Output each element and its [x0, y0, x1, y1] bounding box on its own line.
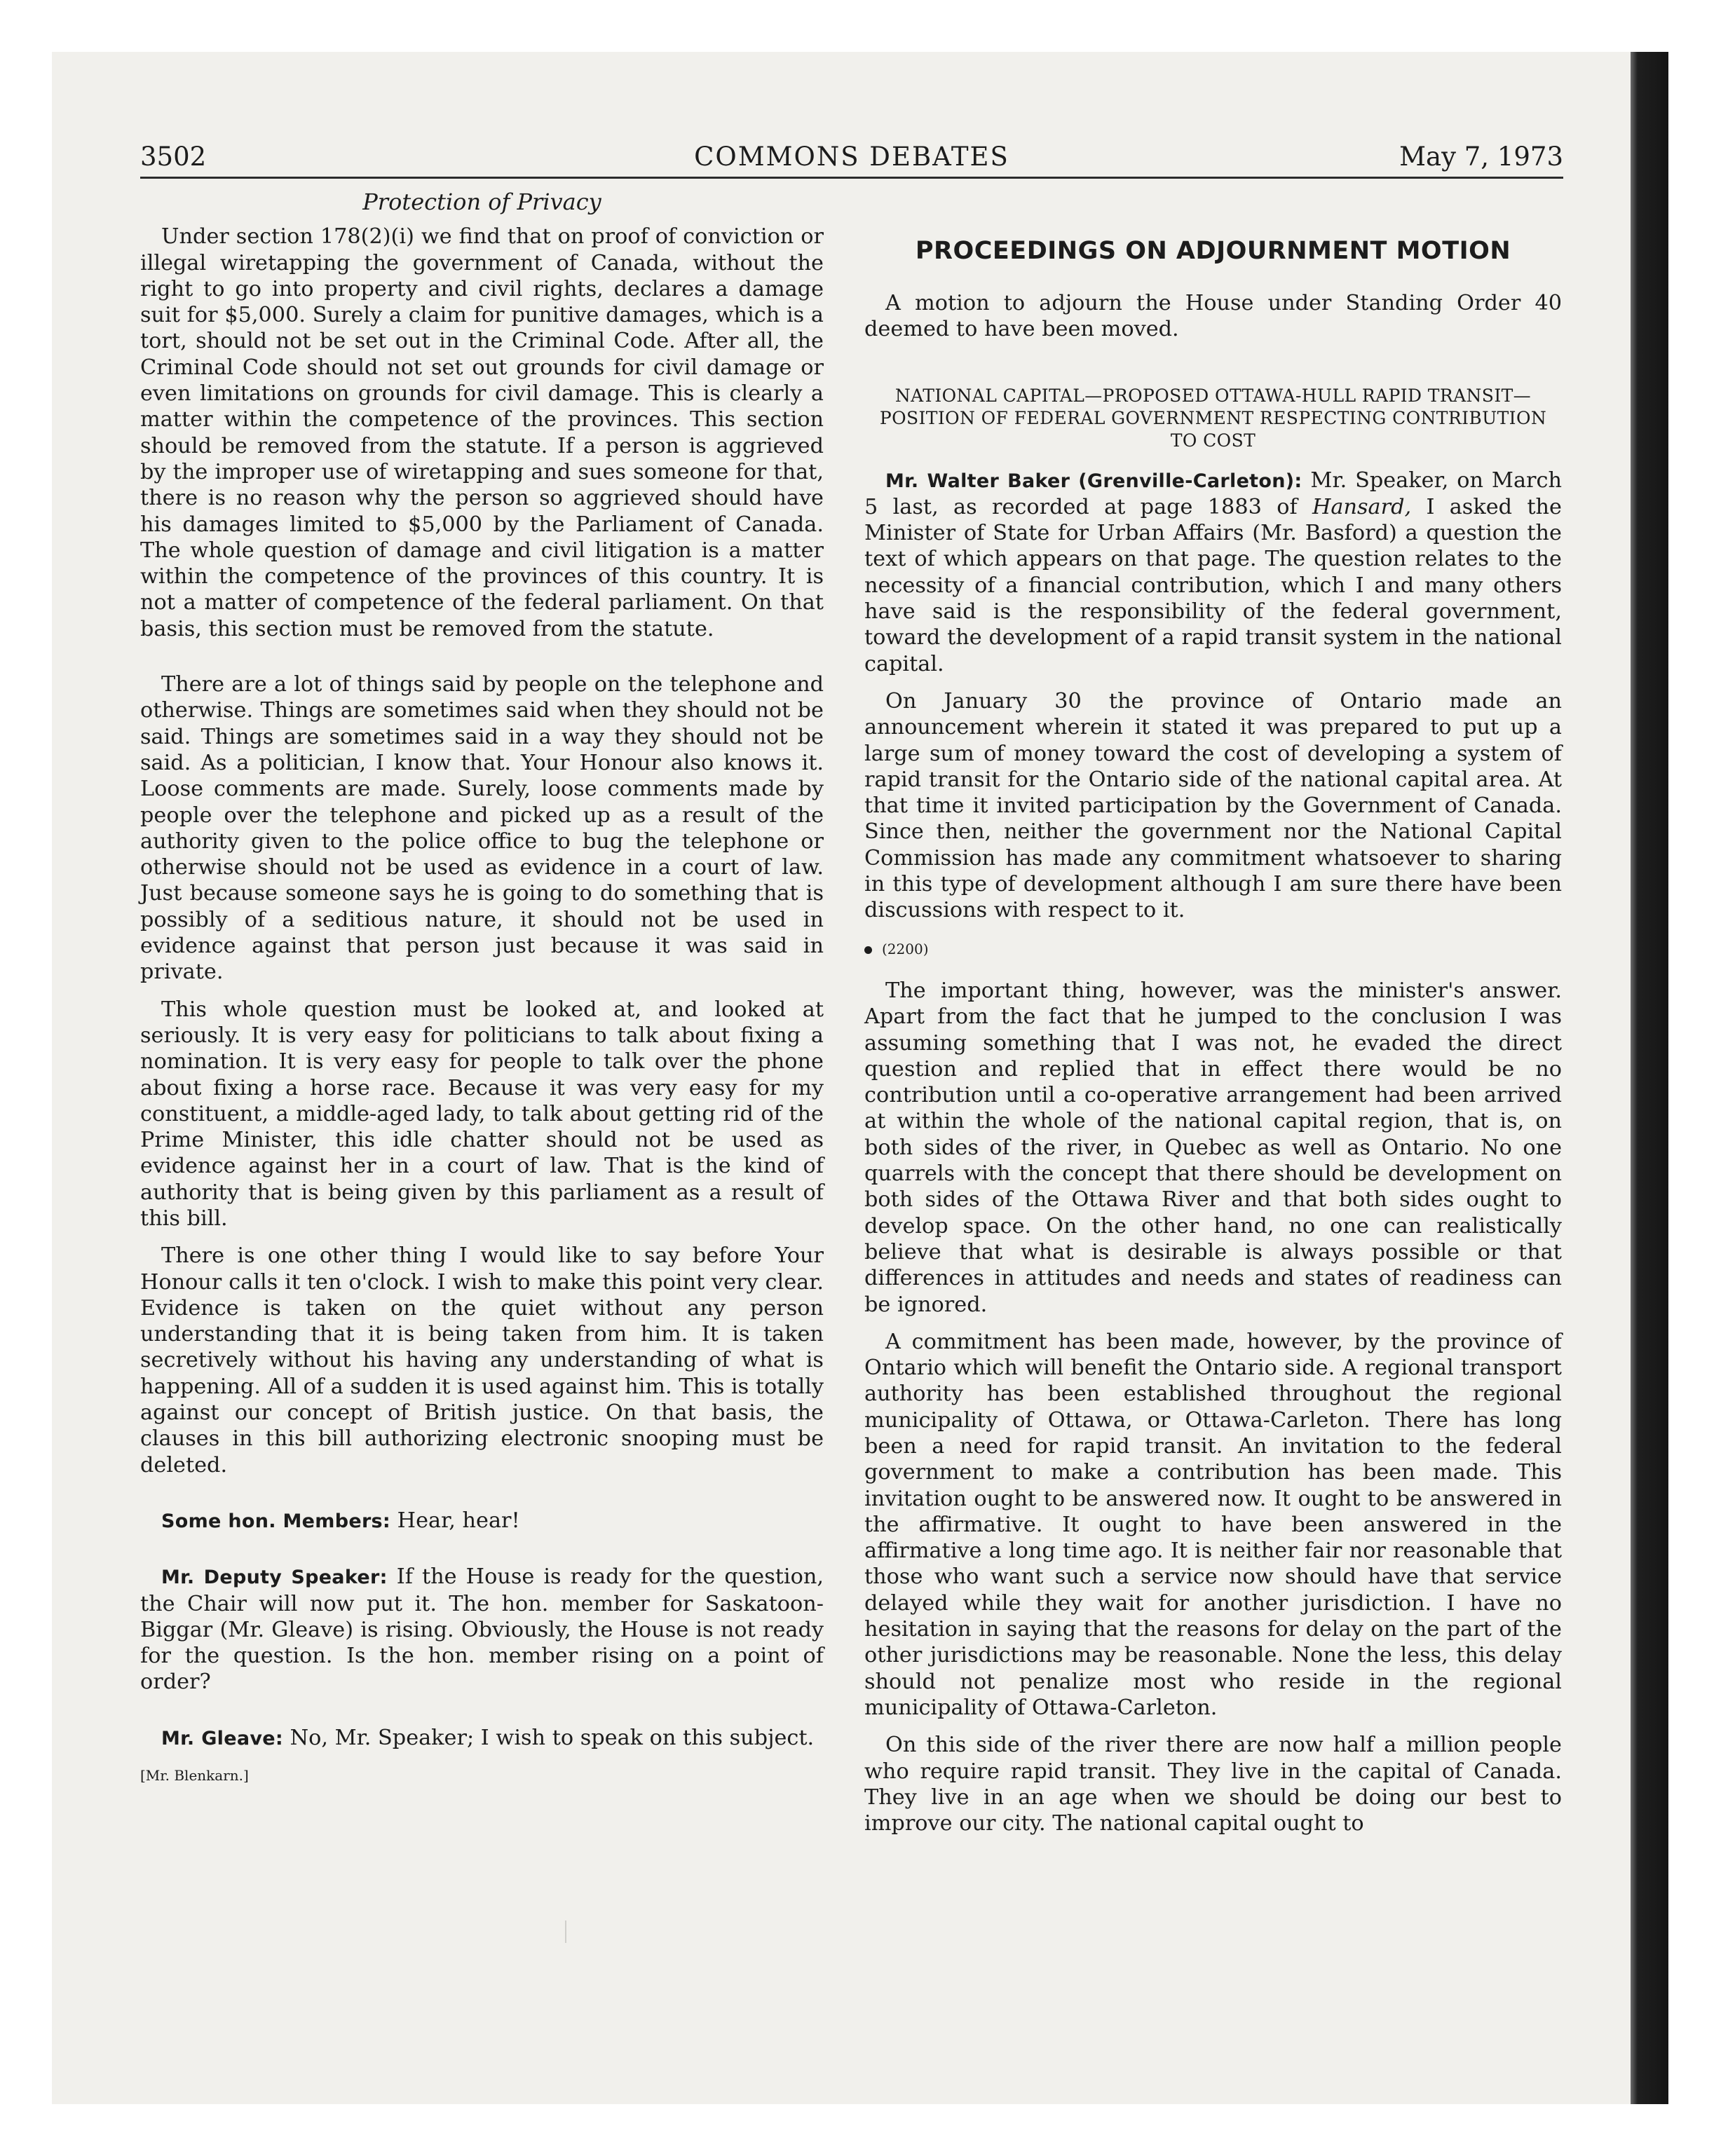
left-column [140, 189, 824, 1789]
paragraph: On this side of the river there are now half a million people who require rapid transit. They live in the capital of Canada. They live in an age when we should be doing our best to improve our city. The national capital ought to [864, 1733, 1562, 1836]
paragraph: There are a lot of things said by people on the telephone and otherwise. Things are sometimes said when they should not be said. Things are sometimes said in a way they should not be said. As a politician, I know that. Your Honour also knows it. Loose comments are made. Surely, loose comments made by people over the telephone and picked up as a result of the authority given to the police office to bug the telephone or otherwise should not be used as evidence in a court of law. Just because someone says he is going to do something that is possibly of a seditious nature, it should not be used in evidence against that person just because it was said in private. [140, 672, 824, 985]
scan-artifact [565, 1920, 566, 1943]
proceedings-heading: PROCEEDINGS ON ADJOURNMENT MOTION [915, 237, 1511, 265]
speech-text: If the House is ready for the question, the Chair will now put it. The hon. member for Saskatoon-Biggar (Mr. Gleave) is rising. Obviously, the House is not ready for the question. Is the hon. member rising on a point of order? [140, 1564, 824, 1695]
speech-text: Mr. Speaker, on March 5 last, as recorded at page 1883 of [864, 468, 1562, 519]
publication-title: COMMONS DEBATES [694, 142, 1009, 172]
speech-paragraph [140, 1508, 824, 1534]
time-marker-text: (2200) [882, 940, 929, 957]
paragraph: Under section 178(2)(i) we find that on proof of conviction or illegal wiretapping the government of Canada, without the right to go into property and civil rights, declares a damage suit for $5,000. Surely a claim for punitive damages, which is a tort, should not be set out in the Criminal Code. After all, the Criminal Code should not set out grounds for civil damage or even limitations on grounds for civil damage. This is clearly a matter within the competence of the provinces. This section should be removed from the statute. If a person is aggrieved by the improper use of wiretapping and sues someone for that, there is no reason why the person so aggrieved should have his damages limited to $5,000 by the Parliament of Canada. The whole question of damage and civil litigation is a matter within the competence of the provinces of this country. It is not a matter of competence of the federal parliament. On that basis, this section must be removed from the statute. [140, 224, 824, 641]
speech-text: I asked the Minister of State for Urban Affairs (Mr. Basford) a question the text of which appears on that page. The question relates to the necessity of a financial contribution, which I and many others have said is the responsibility of the federal government, toward the development of a rapid transit system in the national capital. [864, 494, 1562, 676]
paragraph: A motion to adjourn the House under Standing Order 40 deemed to have been moved. [864, 291, 1562, 342]
speaker-name: Mr. Gleave: [161, 1727, 283, 1749]
speaker-footnote: [Mr. Blenkarn.] [140, 1767, 249, 1785]
speech-text: No, Mr. Speaker; I wish to speak on this subject. [290, 1725, 815, 1750]
speech-paragraph [140, 1564, 824, 1695]
speech-paragraph [140, 1725, 824, 1752]
scan-border-shadow [1631, 52, 1668, 2104]
speech-text: Hear, hear! [397, 1508, 520, 1533]
paragraph: The important thing, however, was the minister's answer. Apart from the fact that he jumped to the conclusion I was assuming something that I was not, he evaded the direct question and replied that in effect there would be no contribution until a co-operative arrangement had been arrived at within the whole of the national capital region, that is, on both sides of the river, in Quebec as well as Ontario. No one quarrels with the concept that there should be development on both sides of the Ottawa River and that both sides ought to develop space. On the other hand, no one can realistically believe that what is desirable is always possible or that differences in attitudes and needs and states of readiness can be ignored. [864, 978, 1562, 1317]
paragraph: There is one other thing I would like to say before Your Honour calls it ten o'clock. I wish to make this point very clear. Evidence is taken on the quiet without any person understanding that it is being taken from him. It is taken secretively without his having any understanding of what is happening. All of a sudden it is used against him. This is totally against our concept of British justice. On that basis, the clauses in this bill authorizing electronic snooping must be deleted. [140, 1243, 824, 1478]
publication-date: May 7, 1973 [1399, 142, 1563, 172]
speaker-name: Mr. Walter Baker (Grenville-Carleton): [885, 470, 1302, 492]
speech-paragraph [864, 468, 1562, 677]
speaker-name: Some hon. Members: [161, 1510, 391, 1532]
hansard-reference: Hansard, [1312, 494, 1412, 519]
subject-heading: NATIONAL CAPITAL—PROPOSED OTTAWA-HULL RAPID TRANSIT—POSITION OF FEDERAL GOVERNMENT RESPECTING CONTRIBUTION TO COST [879, 385, 1547, 451]
page-header [140, 137, 1563, 179]
time-marker [864, 936, 1562, 962]
paragraph: This whole question must be looked at, and looked at seriously. It is very easy for politicians to talk about fixing a nomination. It is very easy for people to talk over the phone about fixing a horse race. Because it was very easy for my constituent, a middle-aged lady, to talk about getting rid of the Prime Minister, this idle chatter should not be used as evidence against her in a court of law. That is the kind of authority that is being given by this parliament as a result of this bill. [140, 997, 824, 1231]
speaker-name: Mr. Deputy Speaker: [161, 1567, 388, 1589]
page-number: 3502 [140, 142, 207, 172]
paragraph: A commitment has been made, however, by the province of Ontario which will benefit the Ontario side. A regional transport authority has been established throughout the regional municipality of Ottawa, or Ottawa-Carleton. There has long been a need for rapid transit. An invitation to the federal government to make a contribution has been made. This invitation ought to be answered now. It ought to be answered in the affirmative. It ought to have been answered in the affirmative a long time ago. It is neither fair nor reasonable that those who want such a service now should have that service delayed while they wait for another jurisdiction. I have no hesitation in saying that the reasons for delay on the part of the other jurisdictions may be reasonable. None the less, this delay should not penalize most who reside in the regional municipality of Ottawa-Carleton. [864, 1329, 1562, 1720]
right-column [864, 189, 1562, 1848]
paragraph: On January 30 the province of Ontario made an announcement wherein it stated it was prepared to put up a large sum of money toward the cost of developing a system of rapid transit for the Ontario side of the national capital area. At that time it invited participation by the Government of Canada. Since then, neither the government nor the National Capital Commission has made any commitment whatsoever to sharing in this type of development although I am sure there have been discussions with respect to it. [864, 688, 1562, 923]
bullet-icon [864, 946, 872, 954]
section-heading: Protection of Privacy [362, 189, 601, 215]
